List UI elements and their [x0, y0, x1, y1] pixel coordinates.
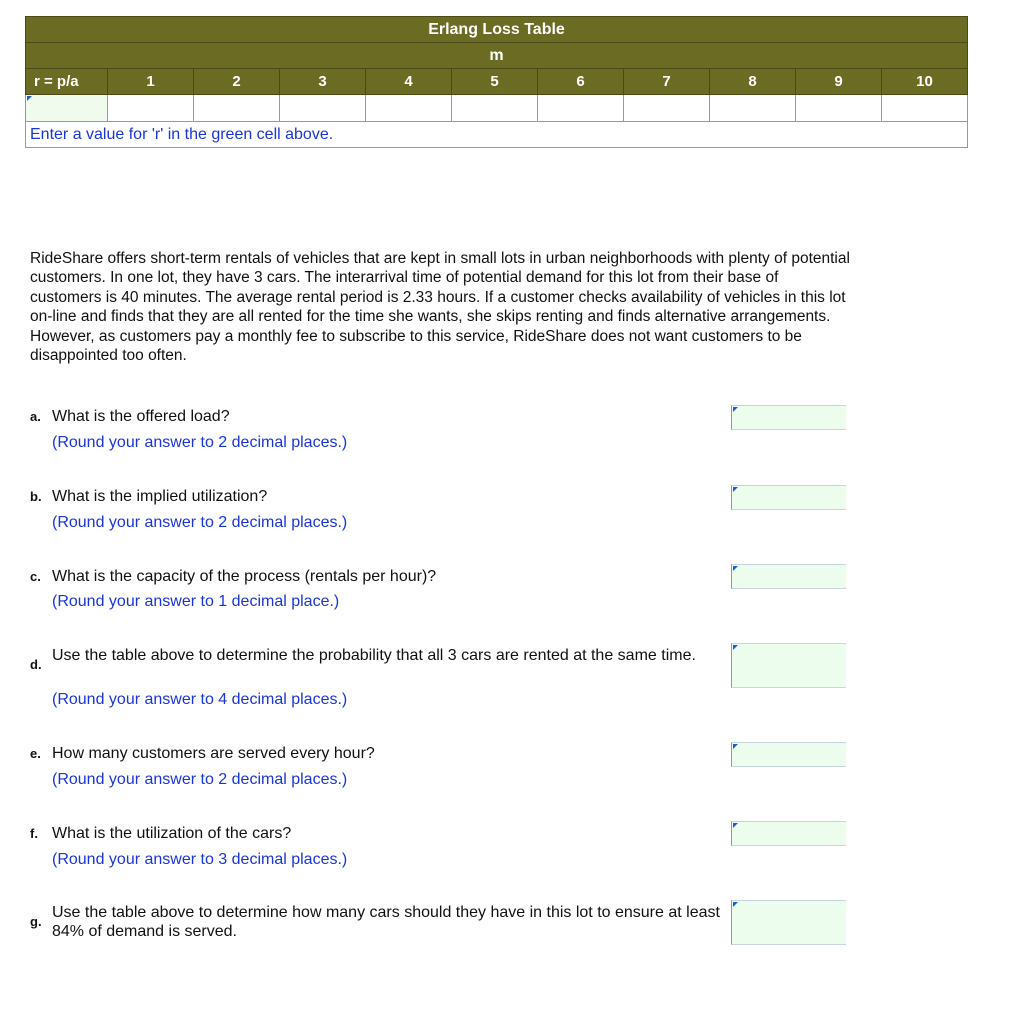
answer-input-e[interactable] — [731, 742, 846, 767]
question-label: d. — [30, 657, 42, 672]
rounding-note: (Round your answer to 2 decimal places.) — [52, 771, 348, 788]
question-label: b. — [30, 489, 42, 504]
col-header: 4 — [366, 69, 452, 95]
question-label: f. — [30, 826, 38, 841]
r-label: r = p/a — [25, 69, 108, 95]
rounding-note: (Round your answer to 2 decimal places.) — [52, 514, 348, 531]
question-label: g. — [30, 914, 42, 929]
erlang-value-cell — [882, 95, 968, 122]
erlang-value-cell — [108, 95, 194, 122]
col-header: 10 — [882, 69, 968, 95]
r-input-cell[interactable] — [25, 95, 108, 122]
answer-input-f[interactable] — [731, 821, 846, 846]
question-text: Use the table above to determine the probability that all 3 cars are rented at the same time. — [52, 647, 696, 664]
erlang-value-cell — [366, 95, 452, 122]
col-header: 1 — [108, 69, 194, 95]
answer-input-b[interactable] — [731, 485, 846, 510]
answer-input-a[interactable] — [731, 405, 846, 430]
col-header: 5 — [452, 69, 538, 95]
rounding-note: (Round your answer to 2 decimal places.) — [52, 434, 348, 451]
answer-input-d[interactable] — [731, 643, 846, 688]
answer-input-c[interactable] — [731, 564, 846, 589]
table-title: Erlang Loss Table — [25, 16, 968, 43]
question-label: a. — [30, 409, 41, 424]
erlang-value-cell — [710, 95, 796, 122]
question-text: What is the capacity of the process (rentals per hour)? — [52, 568, 437, 585]
erlang-value-cell — [452, 95, 538, 122]
erlang-value-cell — [280, 95, 366, 122]
col-header: 2 — [194, 69, 280, 95]
col-header: 8 — [710, 69, 796, 95]
erlang-value-cell — [796, 95, 882, 122]
rounding-note: (Round your answer to 3 decimal places.) — [52, 851, 348, 868]
col-header: 7 — [624, 69, 710, 95]
col-header: 6 — [538, 69, 624, 95]
answer-input-g[interactable] — [731, 900, 846, 945]
question-text: What is the utilization of the cars? — [52, 825, 292, 842]
question-text: How many customers are served every hour? — [52, 745, 375, 762]
m-header: m — [25, 43, 968, 69]
question-text: What is the implied utilization? — [52, 488, 268, 505]
erlang-loss-table — [25, 16, 968, 148]
erlang-value-cell — [538, 95, 624, 122]
question-text: What is the offered load? — [52, 408, 230, 425]
rounding-note: (Round your answer to 4 decimal places.) — [52, 691, 348, 708]
value-row — [25, 95, 968, 122]
rounding-note: (Round your answer to 1 decimal place.) — [52, 593, 340, 610]
question-label: c. — [30, 569, 41, 584]
table-instruction: Enter a value for 'r' in the green cell above. — [25, 122, 968, 148]
erlang-value-cell — [624, 95, 710, 122]
question-label: e. — [30, 746, 41, 761]
erlang-value-cell — [194, 95, 280, 122]
col-header: 9 — [796, 69, 882, 95]
column-header-row — [25, 69, 968, 95]
col-header: 3 — [280, 69, 366, 95]
problem-statement: RideShare offers short-term rentals of vehicles that are kept in small lots in urban neighborhoods with plenty of potential customers. In one lot, they have 3 cars. The interarrival time of potential demand for this lot from their base of customers is 40 minutes. The average rental period is 2.33 hours. If a customer checks availability of vehicles in this lot on-line and finds that they are all rented for the time she wants, she skips renting and finds alternative arrangements. However, as customers pay a monthly fee to subscribe to this service, RideShare does not want customers to be disappointed too often. — [30, 250, 850, 365]
question-text: Use the table above to determine how many cars should they have in this lot to ensure at least 84% of demand is served. — [52, 904, 720, 940]
